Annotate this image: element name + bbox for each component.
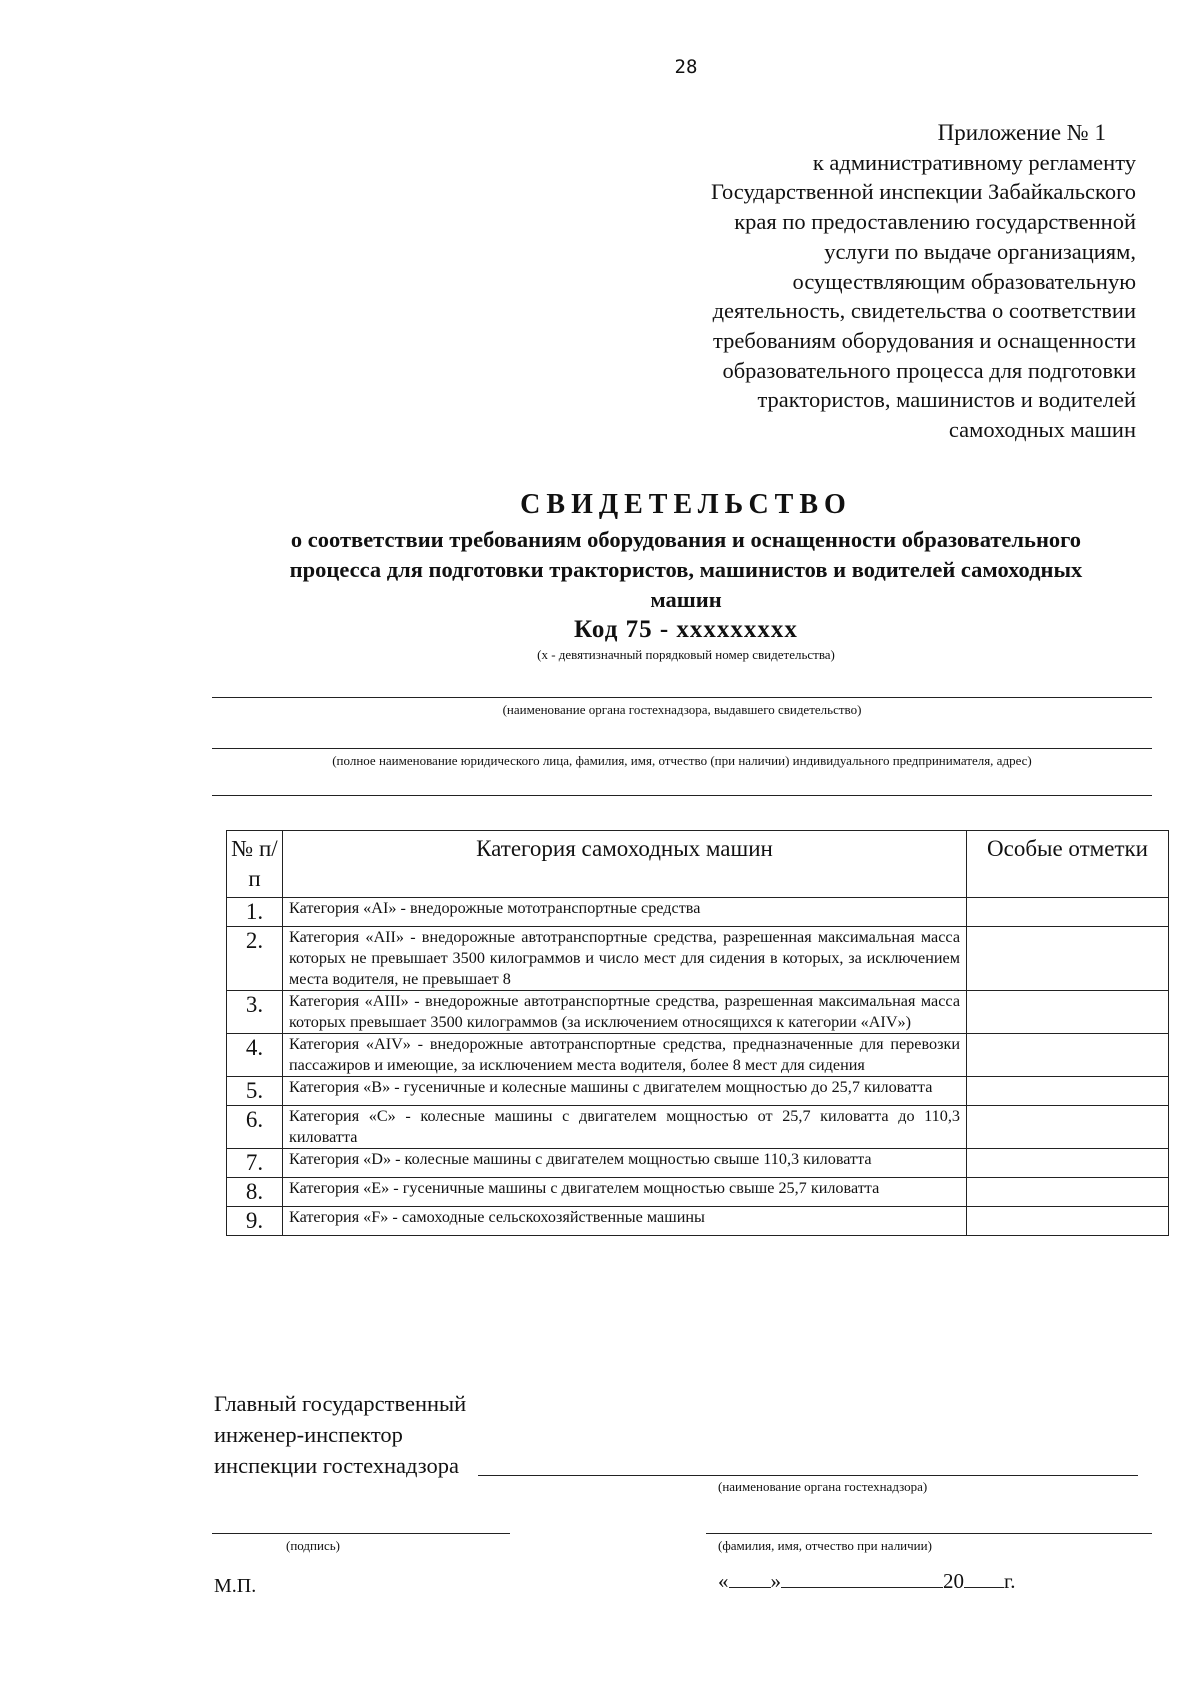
subtitle-line: о соответствии требованиям оборудования и оснащенности образовательного: [290, 527, 1082, 552]
date-close-quote: »: [770, 1569, 781, 1593]
authority-caption: (наименование органа гостехнадзора, выдавшего свидетельство): [502, 702, 862, 717]
signature-authority-caption: (наименование органа гостехнадзора): [718, 1479, 928, 1494]
subtitle-line: процесса для подготовки трактористов, машинистов и водителей самоходных: [289, 557, 1083, 582]
signature-line: [212, 1533, 510, 1534]
row-category: Категория «AII» - внедорожные автотранспортные средства, разрешенная максимальная масса которых не превышает 3500 килограммов и число мест для сидения в которых, за исключением места водителя, не превышает 8: [283, 927, 967, 991]
table-row: [227, 898, 1169, 927]
appendix-block: [576, 118, 1136, 445]
position-line: инспекции гостехнадзора: [214, 1453, 460, 1478]
header-notes: Особые отметки: [967, 831, 1169, 898]
row-notes: [967, 991, 1169, 1034]
certificate-title-block: [200, 488, 1172, 663]
row-number: 7.: [227, 1149, 283, 1178]
table-row: [227, 1077, 1169, 1106]
stamp-place: М.П.: [214, 1575, 257, 1597]
row-number: 6.: [227, 1106, 283, 1149]
certificate-title: СВИДЕТЕЛЬСТВО: [520, 489, 852, 520]
position-line: Главный государственный: [214, 1391, 467, 1416]
row-number: 9.: [227, 1207, 283, 1236]
categories-table: [226, 830, 1169, 1236]
row-category: Категория «AI» - внедорожные мототранспортные средства: [283, 898, 967, 927]
row-number: 5.: [227, 1077, 283, 1106]
table-row: [227, 927, 1169, 991]
entity-caption: (полное наименование юридического лица, фамилия, имя, отчество (при наличии) индивидуального предпринимателя, адрес): [332, 753, 1032, 768]
appendix-line: услуги по выдаче организациям,: [824, 238, 1136, 264]
appendix-line: деятельность, свидетельства о соответствии: [712, 298, 1136, 324]
table-row: [227, 1207, 1169, 1236]
appendix-line: образовательного процесса для подготовки: [722, 357, 1136, 383]
row-category: Категория «E» - гусеничные машины с двигателем мощностью свыше 25,7 киловатта: [283, 1178, 967, 1207]
row-notes: [967, 1106, 1169, 1149]
row-notes: [967, 1178, 1169, 1207]
appendix-line: самоходных машин: [948, 417, 1136, 443]
row-category: Категория «D» - колесные машины с двигателем мощностью свыше 110,3 киловатта: [283, 1149, 967, 1178]
header-category: Категория самоходных машин: [283, 831, 967, 898]
date-year-suffix: г.: [1004, 1569, 1016, 1593]
date-year-prefix: 20: [943, 1569, 964, 1593]
appendix-line: Государственной инспекции Забайкальского: [710, 179, 1136, 205]
authority-signature-line: [478, 1475, 1138, 1476]
appendix-line: края по предоставлению государственной: [734, 209, 1136, 235]
table-row: [227, 1106, 1169, 1149]
entity-extra-line: [212, 795, 1152, 796]
row-category: Категория «AIV» - внедорожные автотранспортные средства, предназначенные для перевозки пассажиров и имеющие, за исключением места водителя, более 8 мест для сидения: [283, 1034, 967, 1077]
date-open-quote: «: [718, 1569, 729, 1593]
certificate-subtitle: [200, 525, 1172, 615]
appendix-line: осуществляющим образовательную: [792, 268, 1136, 294]
row-number: 3.: [227, 991, 283, 1034]
row-notes: [967, 927, 1169, 991]
subtitle-line: машин: [650, 587, 722, 612]
date-field: [718, 1569, 1016, 1594]
code-note: (х - девятизначный порядковый номер свидетельства): [537, 647, 835, 662]
row-number: 1.: [227, 898, 283, 927]
entity-name-line: [212, 748, 1152, 749]
date-day-blank: [729, 1587, 771, 1588]
row-number: 4.: [227, 1034, 283, 1077]
table-row: [227, 1149, 1169, 1178]
position-line: инженер-инспектор: [214, 1422, 403, 1447]
appendix-line: требованиям оборудования и оснащенности: [712, 327, 1136, 353]
row-number: 8.: [227, 1178, 283, 1207]
appendix-heading: Приложение № 1: [937, 120, 1106, 145]
name-caption: (фамилия, имя, отчество при наличии): [718, 1538, 932, 1553]
date-year-blank: [964, 1587, 1004, 1588]
signature-position: [214, 1388, 466, 1481]
row-category: Категория «C» - колесные машины с двигателем мощностью от 25,7 киловатта до 110,3 киловатта: [283, 1106, 967, 1149]
appendix-line: трактористов, машинистов и водителей: [757, 387, 1136, 413]
name-line: [706, 1533, 1152, 1534]
row-notes: [967, 1149, 1169, 1178]
row-number: 2.: [227, 927, 283, 991]
date-month-blank: [781, 1587, 943, 1588]
row-category: Категория «AIII» - внедорожные автотранспортные средства, разрешенная максимальная масса которых превышает 3500 килограммов (за исключением относящихся к категории «AIV»): [283, 991, 967, 1034]
row-category: Категория «F» - самоходные сельскохозяйственные машины: [283, 1207, 967, 1236]
signature-caption: (подпись): [286, 1538, 340, 1553]
table-row: [227, 1034, 1169, 1077]
certificate-code: Код 75 - ххххххххх: [574, 616, 798, 643]
authority-name-line: [212, 697, 1152, 698]
row-notes: [967, 1207, 1169, 1236]
appendix-line: к административному регламенту: [812, 149, 1136, 175]
row-notes: [967, 898, 1169, 927]
row-notes: [967, 1077, 1169, 1106]
header-num: № п/п: [227, 831, 283, 898]
table-row: [227, 991, 1169, 1034]
table-row: [227, 1178, 1169, 1207]
row-notes: [967, 1034, 1169, 1077]
row-category: Категория «B» - гусеничные и колесные машины с двигателем мощностью до 25,7 киловатта: [283, 1077, 967, 1106]
table-header-row: [227, 831, 1169, 898]
page-number: 28: [674, 56, 698, 78]
